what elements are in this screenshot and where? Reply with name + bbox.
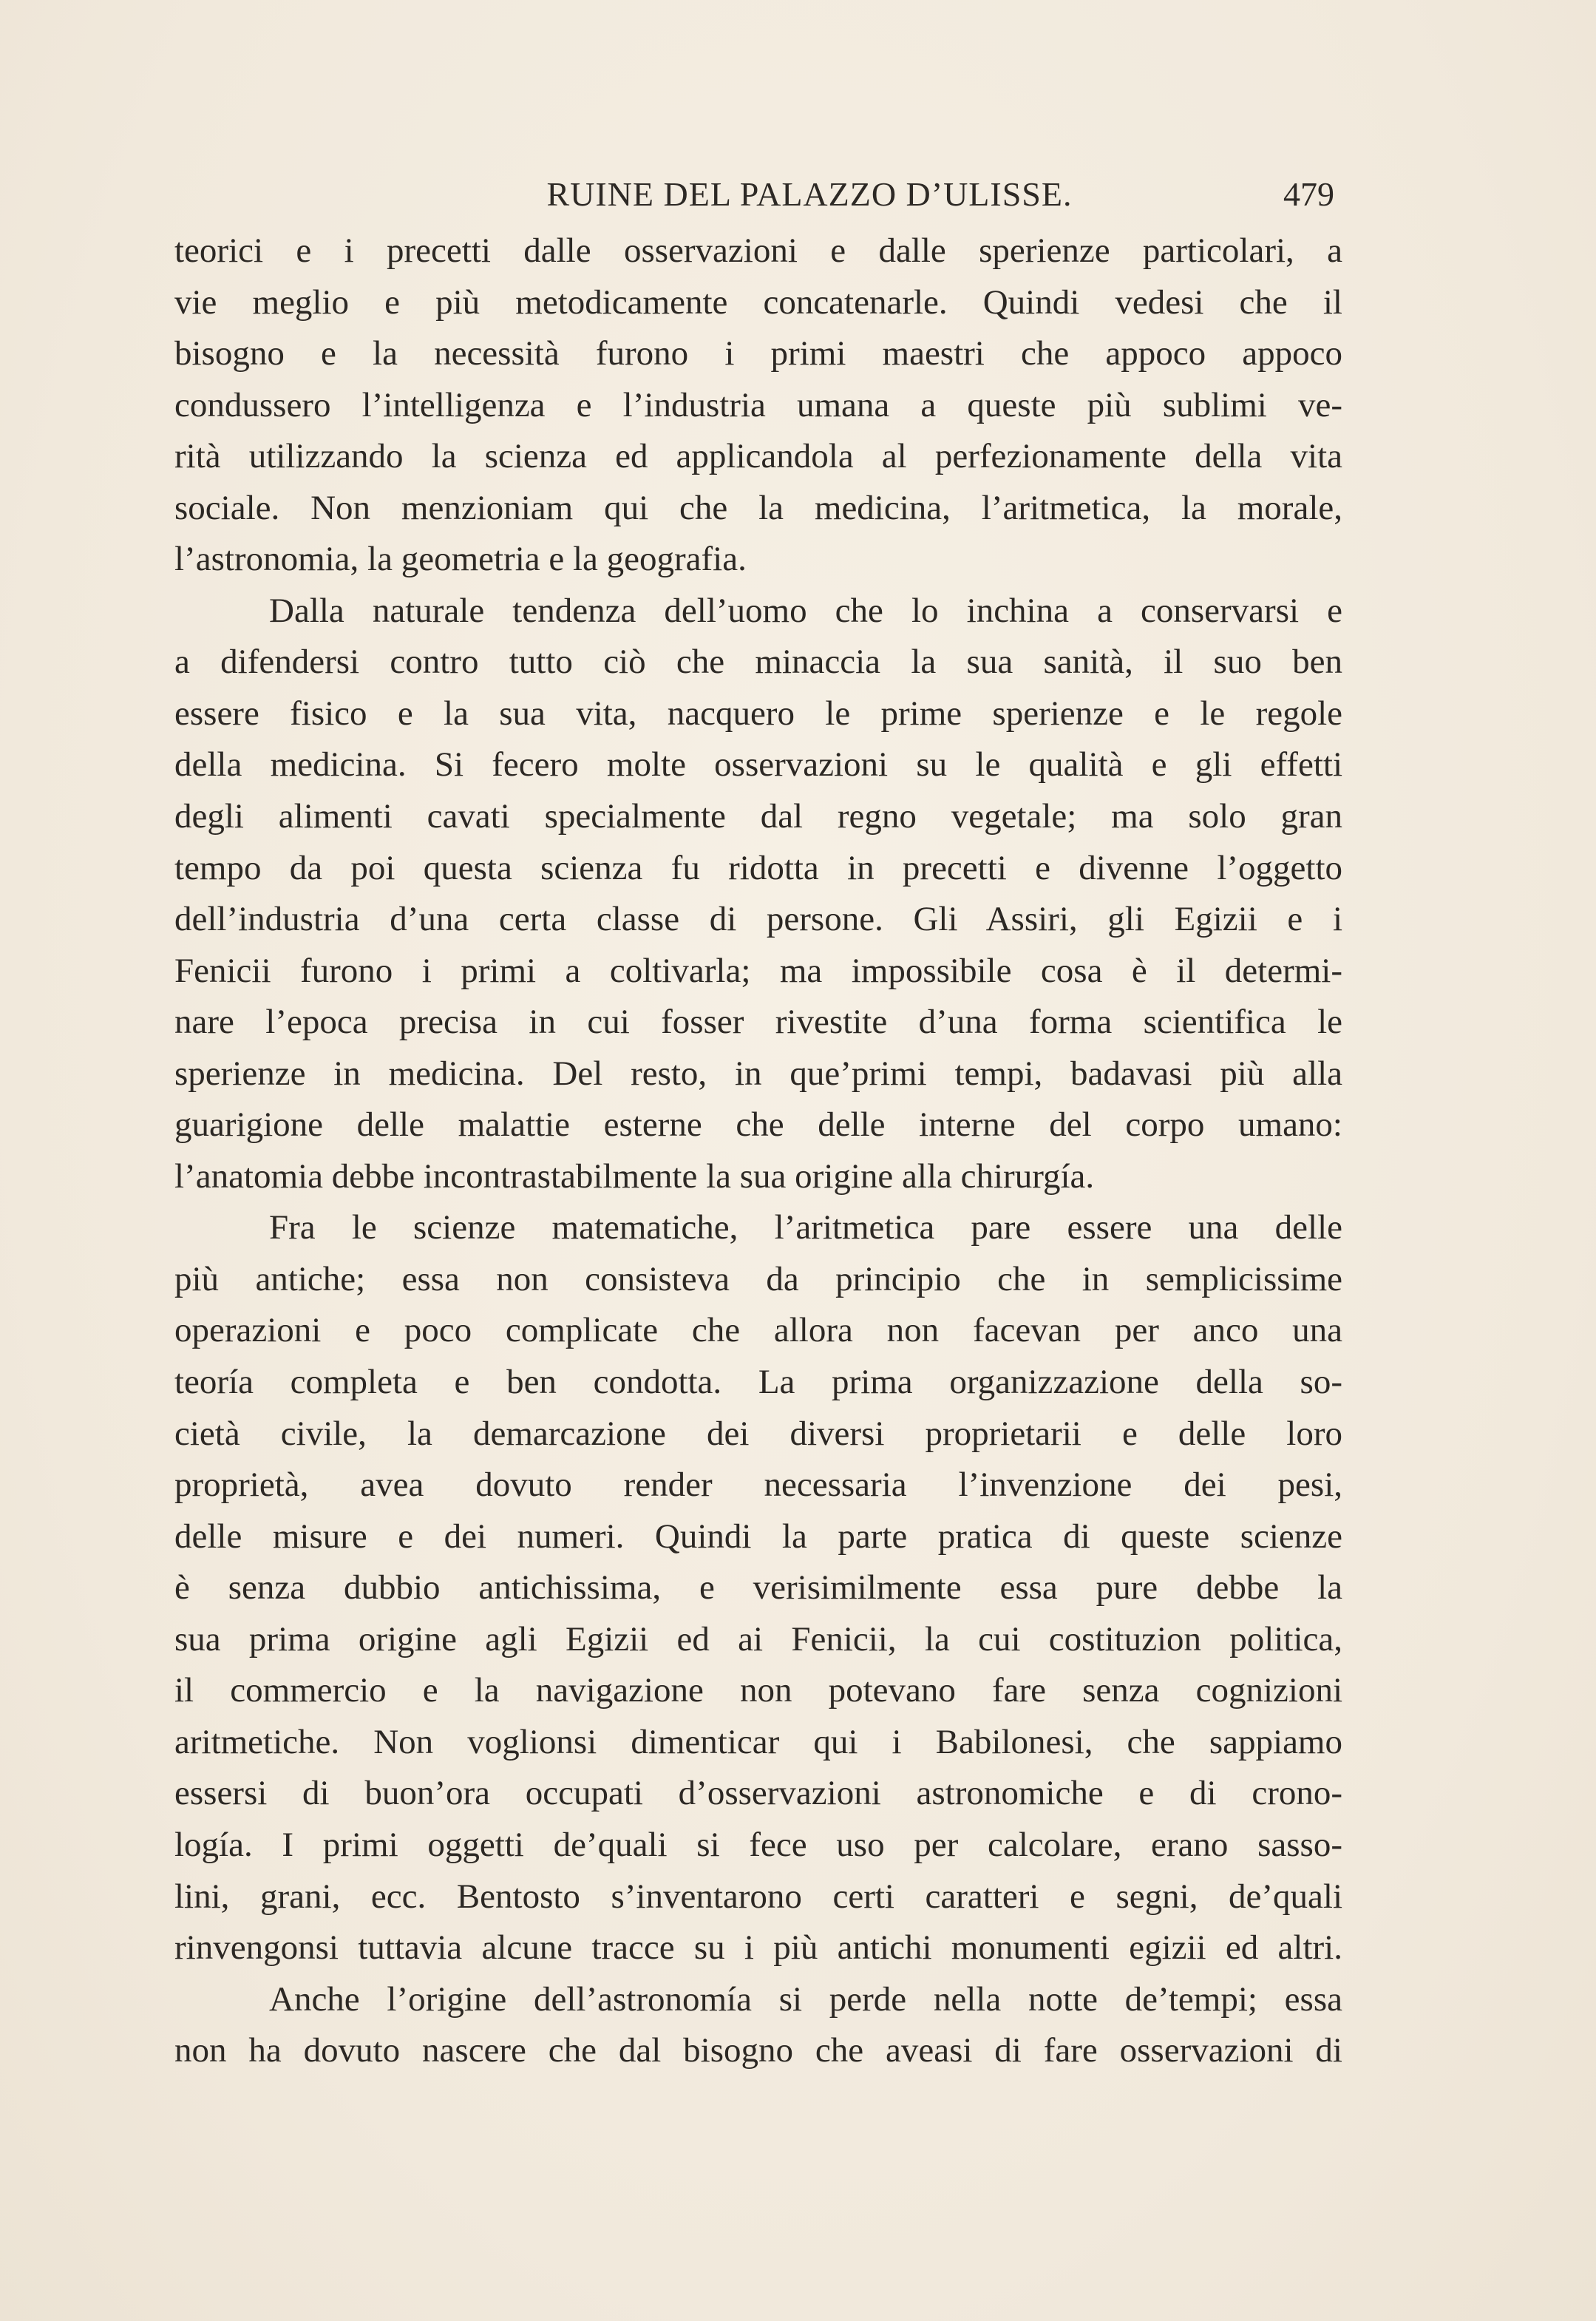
text-line: della medicina. Si fecero molte osservazioni su le qualità e gli effetti [174, 745, 1342, 785]
page-header [373, 172, 1334, 224]
running-title: RUINE DEL PALAZZO D’ULISSE. [546, 175, 1073, 213]
text-line: l’astronomia, la geometria e la geografia. [174, 540, 747, 579]
text-line: condussero l’intelligenza e l’industria umana a queste più sublimi ve- [174, 385, 1342, 424]
text-line: è senza dubbio antichissima, e verisimilmente essa pure debbe la [174, 1568, 1342, 1607]
text-line: tempo da poi questa scienza fu ridotta in precetti e divenne l’oggetto [174, 848, 1342, 887]
text-line: cietà civile, la demarcazione dei diversi proprietarii e delle loro [174, 1414, 1342, 1453]
text-line: rinvengonsi tuttavia alcune tracce su i più antichi monumenti egizii ed altri. [174, 1928, 1342, 1968]
text-line: Fenicii furono i primi a coltivarla; ma impossibile cosa è il determi- [174, 951, 1342, 990]
text-line: teoría completa e ben condotta. La prima organizzazione della so- [174, 1363, 1342, 1402]
text-line: essere fisico e la sua vita, nacquero le prime sperienze e le regole [174, 694, 1342, 733]
text-line: essersi di buon’ora occupati d’osservazioni astronomiche e di crono- [174, 1774, 1342, 1813]
paragraph-start-line: Dalla naturale tendenza dell’uomo che lo inchina a conservarsi e [269, 591, 1342, 630]
text-line: aritmetiche. Non voglionsi dimenticar qui i Babilonesi, che sappiamo [174, 1722, 1342, 1761]
text-line: più antiche; essa non consisteva da principio che in semplicissime [174, 1259, 1342, 1298]
text-line: l’anatomia debbe incontrastabilmente la sua origine alla chirurgía. [174, 1156, 1095, 1196]
text-line: proprietà, avea dovuto render necessaria l’invenzione dei pesi, [174, 1466, 1342, 1505]
text-line: non ha dovuto nascere che dal bisogno che aveasi di fare osservazioni di [174, 2031, 1342, 2070]
text-line: degli alimenti cavati specialmente dal regno vegetale; ma solo gran [174, 797, 1342, 836]
text-line: operazioni e poco complicate che allora non facevan per anco una [174, 1311, 1342, 1350]
text-line: sua prima origine agli Egizii ed ai Fenicii, la cui costituzion politica, [174, 1619, 1342, 1658]
body-text [174, 226, 1342, 2077]
text-line: a difendersi contro tutto ciò che minaccia la sua sanità, il suo ben [174, 643, 1342, 682]
text-line: dell’industria d’una certa classe di persone. Gli Assiri, gli Egizii e i [174, 900, 1342, 939]
text-line: rità utilizzando la scienza ed applicandola al perfezionamente della vita [174, 437, 1342, 476]
text-line: vie meglio e più metodicamente concatenarle. Quindi vedesi che il [174, 282, 1342, 322]
text-line: delle misure e dei numeri. Quindi la parte pratica di queste scienze [174, 1517, 1342, 1556]
page-number: 479 [1283, 175, 1334, 213]
text-line: nare l’epoca precisa in cui fosser rivestite d’una forma scientifica le [174, 1003, 1342, 1042]
text-line: sperienze in medicina. Del resto, in que’primi tempi, badavasi più alla [174, 1054, 1342, 1093]
text-line: teorici e i precetti dalle osservazioni e dalle sperienze particolari, a [174, 231, 1342, 270]
text-line: lini, grani, ecc. Bentosto s’inventarono certi caratteri e segni, de’quali [174, 1877, 1342, 1916]
text-line: il commercio e la navigazione non potevano fare senza cognizioni [174, 1671, 1342, 1710]
text-line: logía. I primi oggetti de’quali si fece uso per calcolare, erano sasso- [174, 1825, 1342, 1864]
text-line: bisogno e la necessità furono i primi maestri che appoco appoco [174, 334, 1342, 373]
text-line: sociale. Non menzioniam qui che la medicina, l’aritmetica, la morale, [174, 488, 1342, 527]
paragraph-start-line: Anche l’origine dell’astronomía si perde nella notte de’tempi; essa [269, 1979, 1342, 2019]
paragraph-start-line: Fra le scienze matematiche, l’aritmetica pare essere una delle [269, 1208, 1342, 1247]
text-line: guarigione delle malattie esterne che delle interne del corpo umano: [174, 1105, 1342, 1145]
